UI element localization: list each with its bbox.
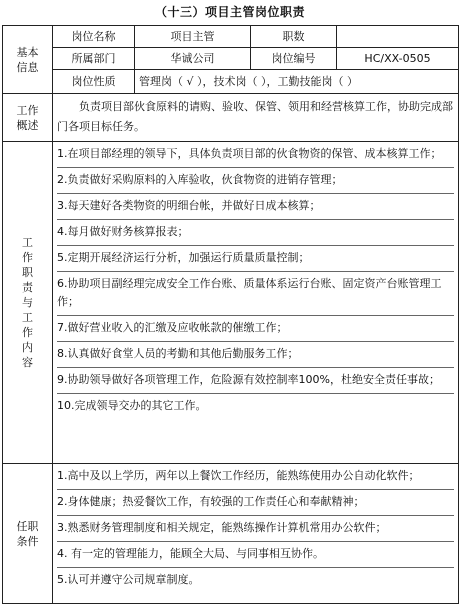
basic-info-row-2 — [3, 48, 459, 70]
duty-item: 5.定期开展经济运行分析，加强运行质量质量控制； — [57, 246, 454, 272]
requirements-label-text: 任职条件 — [16, 519, 39, 548]
requirement-item: 4. 有一定的管理能力，能顾全大局、与同事相互协作。 — [57, 542, 454, 568]
duty-item: 8.认真做好食堂人员的考勤和其他后勤服务工作； — [57, 342, 454, 368]
duties-row — [3, 142, 459, 464]
duties-content — [53, 142, 459, 464]
job-nature-key: 岗位性质 — [53, 70, 135, 94]
overview-content — [53, 94, 459, 142]
job-name-key: 岗位名称 — [53, 26, 135, 48]
department-value: 华诚公司 — [135, 48, 251, 70]
overview-text: 负责项目部伙食原料的请购、验收、保管、领用和经营核算工作，协助完成部门各项目标任务。 — [57, 100, 453, 133]
headcount-key: 职数 — [251, 26, 337, 48]
overview-row — [3, 94, 459, 142]
basic-info-label-text: 基本信息 — [16, 45, 39, 74]
duty-item: 4.每月做好财务核算报表； — [57, 220, 454, 246]
job-name-value: 项目主管 — [135, 26, 251, 48]
duty-item: 3.每天建好各类物资的明细台帐，并做好日成本核算； — [57, 194, 454, 220]
requirements-label — [3, 464, 53, 604]
basic-info-row-1 — [3, 26, 459, 48]
job-code-key: 岗位编号 — [251, 48, 337, 70]
duties-label — [3, 142, 53, 464]
overview-label-text: 工作概述 — [16, 103, 39, 132]
requirement-item: 5.认可并遵守公司规章制度。 — [57, 573, 200, 586]
duty-item: 9.协助领导做好各项管理工作，危险源有效控制率100%，杜绝安全责任事故； — [57, 368, 454, 394]
duty-item: 7.做好营业收入的汇缴及应收帐款的催缴工作； — [57, 316, 454, 342]
job-duty-table — [2, 25, 459, 604]
duty-item: 6.协助项目副经理完成安全工作台账、质量体系运行台账、固定资产台账管理工作； — [57, 272, 454, 316]
job-code-value: HC/XX-0505 — [337, 48, 459, 70]
duty-item: 1.在项目部经理的领导下，具体负责项目部的伙食物资的保管、成本核算工作； — [57, 142, 454, 168]
basic-info-row-3 — [3, 70, 459, 94]
requirement-item: 3.熟悉财务管理制度和相关规定，能熟练操作计算机常用办公软件； — [57, 516, 454, 542]
requirements-row — [3, 464, 459, 604]
requirement-item: 1.高中及以上学历，两年以上餐饮工作经历，能熟练使用办公自动化软件； — [57, 464, 454, 490]
overview-label — [3, 94, 53, 142]
department-key: 所属部门 — [53, 48, 135, 70]
job-nature-value: 管理岗（ √ ），技术岗（ ），工勤技能岗（ ） — [135, 70, 459, 94]
duty-item: 10.完成领导交办的其它工作。 — [57, 399, 207, 412]
basic-info-label — [3, 26, 53, 94]
requirement-item: 2.身体健康；热爱餐饮工作，有较强的工作责任心和奉献精神； — [57, 490, 454, 516]
duties-label-text: 工作职责与工作内容 — [22, 236, 33, 369]
document-title: （十三）项目主管岗位职责 — [154, 5, 305, 19]
headcount-value — [337, 26, 459, 48]
duty-item: 2.负责做好采购原料的入库验收，伙食物资的进销存管理； — [57, 168, 454, 194]
requirements-content — [53, 464, 459, 604]
